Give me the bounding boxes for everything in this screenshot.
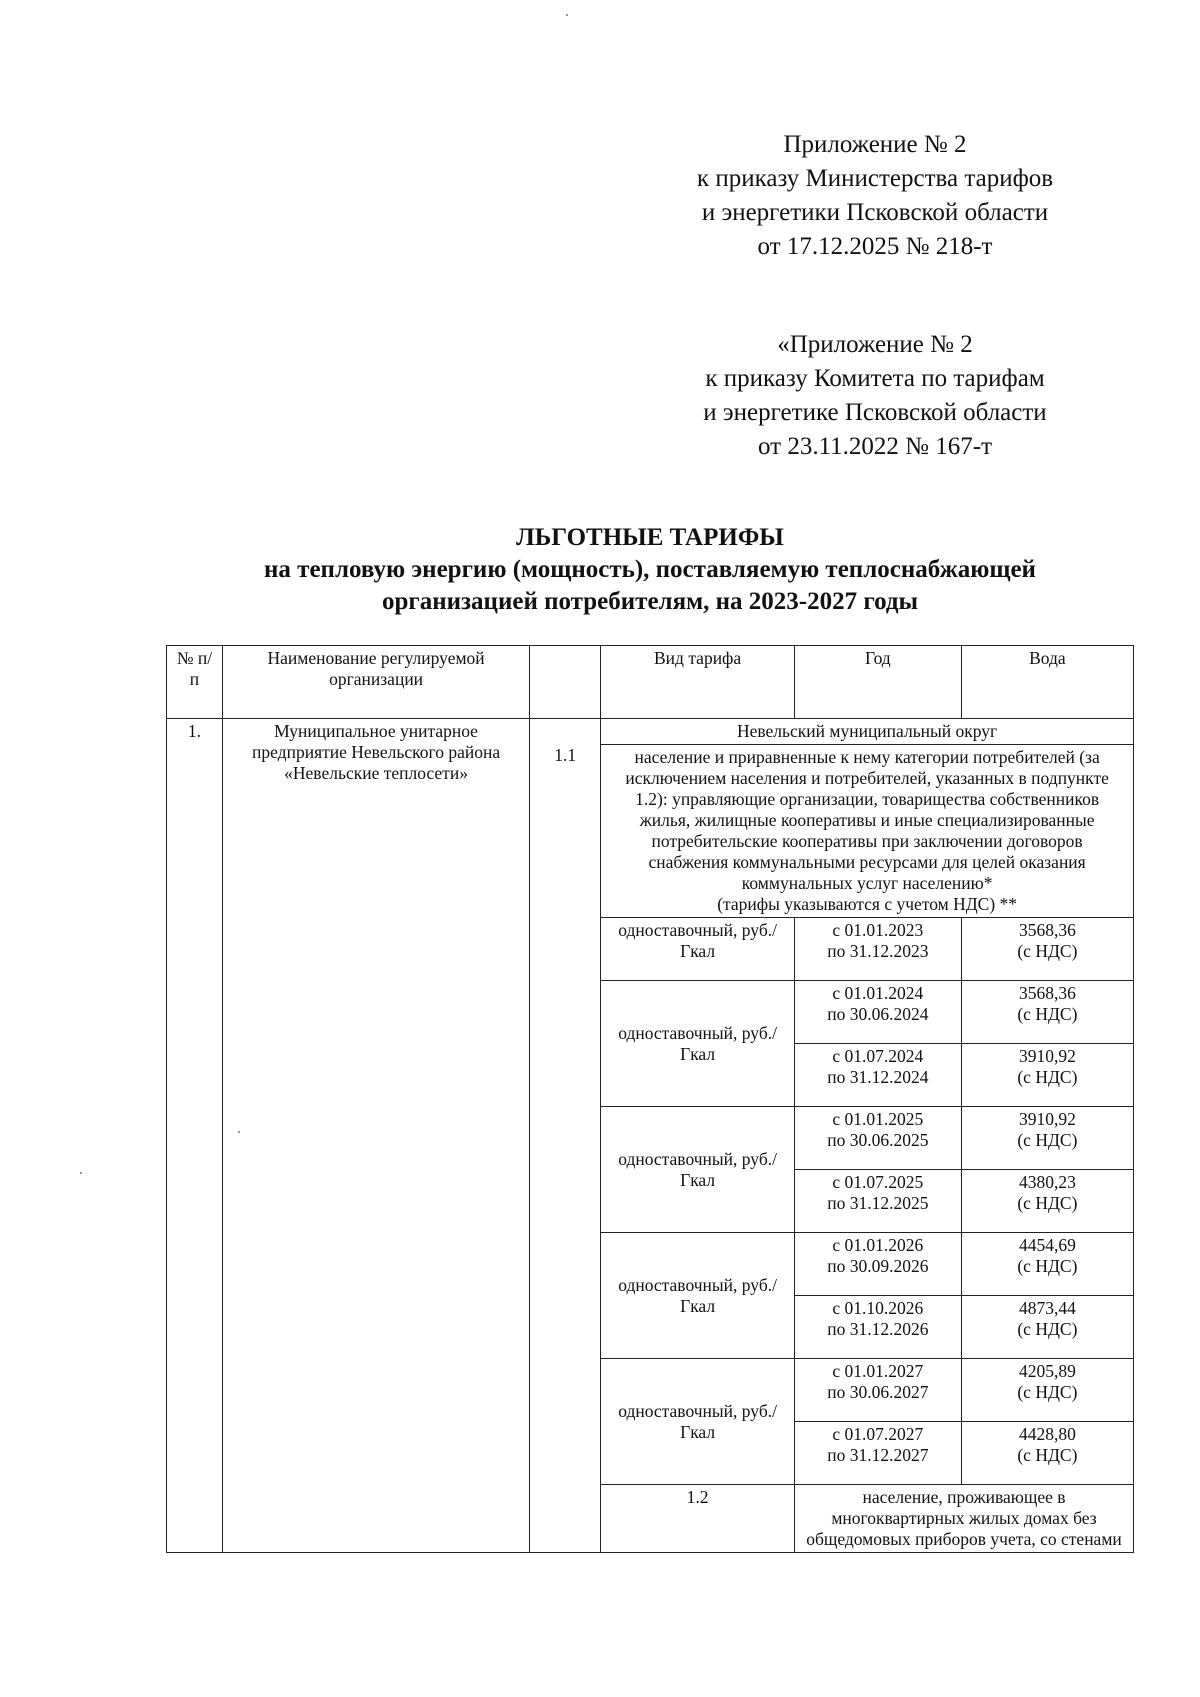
price-value: 4454,69 [1018, 1235, 1076, 1255]
price-value: 4428,80 [1018, 1424, 1076, 1444]
table-row [167, 719, 1134, 745]
category-text: население и приравненные к нему категории потребителей (за исключением населения и потребителей, указанных в подпункте 1.2): управляющие организации, товарищества собственников жилья, жилищные кооперативы и иные специализированные потребительские кооперативы при заключении договоров снабжения коммунальными ресурсами для целей оказания коммунальных услуг населению* [625, 747, 1109, 893]
price-value: 4205,89 [1018, 1361, 1076, 1381]
tariff-price [961, 1422, 1133, 1485]
period-from: с 01.07.2025 [832, 1172, 924, 1192]
scan-speck [80, 1172, 82, 1174]
price-vat: (с НДС) [1017, 1067, 1078, 1087]
title-line-3: организацией потребителям, на 2023-2027 годы [381, 588, 919, 615]
tariff-price [961, 1359, 1133, 1422]
header-kind: Вид тарифа [601, 646, 795, 719]
table-header-row [167, 646, 1134, 719]
header-line: и энергетике Псковской области [703, 399, 1047, 426]
price-vat: (с НДС) [1017, 1004, 1078, 1024]
title-line-1: ЛЬГОТНЫЕ ТАРИФЫ [516, 524, 784, 551]
header-line: «Приложение № 2 [777, 331, 973, 358]
price-vat: (с НДС) [1017, 1256, 1078, 1276]
price-vat: (с НДС) [1017, 1319, 1078, 1339]
scan-speck [566, 14, 568, 16]
header-line: Приложение № 2 [783, 131, 967, 158]
tariff-period [794, 981, 961, 1044]
price-value: 3568,36 [1018, 920, 1076, 940]
tariff-kind: одноставочный, руб./Гкал [601, 981, 795, 1107]
title-line-2: на тепловую энергию (мощность), поставляемую теплоснабжающей [264, 556, 1036, 583]
tariff-kind: одноставочный, руб./Гкал [601, 918, 795, 981]
tariff-period [794, 1170, 961, 1233]
appendix-header-current [640, 128, 1110, 264]
district-name: Невельский муниципальный округ [601, 719, 1134, 745]
period-from: с 01.01.2026 [832, 1235, 924, 1255]
tariff-price [961, 1107, 1133, 1170]
category-description: население, проживающее в многоквартирных жилых домах без общедомовых приборов учета, со стенами [794, 1485, 1133, 1553]
price-value: 3910,92 [1018, 1046, 1076, 1066]
header-line: к приказу Министерства тарифов [696, 165, 1054, 192]
document-title [120, 522, 1180, 618]
price-vat: (с НДС) [1017, 1193, 1078, 1213]
subitem-number: 1.2 [601, 1485, 795, 1553]
period-to: по 31.12.2027 [827, 1445, 929, 1465]
organization-name: Муниципальное унитарное предприятие Невельского района «Невельские теплосети» [222, 719, 529, 1553]
row-number: 1. [167, 719, 223, 1553]
period-to: по 30.06.2024 [827, 1004, 929, 1024]
period-from: с 01.01.2027 [832, 1361, 924, 1381]
tariff-period [794, 1044, 961, 1107]
header-num: № п/п [167, 646, 223, 719]
header-line: и энергетики Псковской области [701, 199, 1049, 226]
tariff-price [961, 1296, 1133, 1359]
tariff-price [961, 981, 1133, 1044]
tariff-table [166, 645, 1134, 1553]
appendix-header-original [640, 328, 1110, 464]
price-vat: (с НДС) [1017, 1445, 1078, 1465]
period-to: по 31.12.2024 [827, 1067, 929, 1087]
header-subitem [530, 646, 601, 719]
period-from: с 01.01.2024 [832, 983, 924, 1003]
price-value: 4380,23 [1018, 1172, 1076, 1192]
period-to: по 30.06.2025 [827, 1130, 929, 1150]
price-value: 3568,36 [1018, 983, 1076, 1003]
header-line: от 23.11.2022 № 167-т [757, 433, 993, 460]
period-from: с 01.07.2027 [832, 1424, 924, 1444]
tariff-price [961, 918, 1133, 981]
category-description [601, 745, 1134, 918]
tariff-price [961, 1044, 1133, 1107]
tariff-period [794, 1422, 961, 1485]
tariff-period [794, 1107, 961, 1170]
price-vat: (с НДС) [1017, 1130, 1078, 1150]
period-to: по 31.12.2025 [827, 1193, 929, 1213]
header-line: от 17.12.2025 № 218-т [757, 233, 993, 260]
tariff-period [794, 1233, 961, 1296]
header-line: к приказу Комитета по тарифам [705, 365, 1045, 392]
tariff-period [794, 918, 961, 981]
period-from: с 01.01.2023 [832, 920, 924, 940]
tariff-price [961, 1170, 1133, 1233]
period-from: с 01.01.2025 [832, 1109, 924, 1129]
price-vat: (с НДС) [1017, 1382, 1078, 1402]
period-to: по 30.09.2026 [827, 1256, 929, 1276]
price-value: 4873,44 [1018, 1298, 1076, 1318]
price-value: 3910,92 [1018, 1109, 1076, 1129]
tariff-kind: одноставочный, руб./Гкал [601, 1233, 795, 1359]
header-org: Наименование регулируемой организации [222, 646, 529, 719]
subitem-number: 1.1 [530, 719, 601, 1553]
period-to: по 31.12.2026 [827, 1319, 929, 1339]
tariff-period [794, 1359, 961, 1422]
tariff-kind: одноставочный, руб./Гкал [601, 1359, 795, 1485]
tariff-price [961, 1233, 1133, 1296]
period-to: по 31.12.2023 [827, 941, 929, 961]
tariff-kind: одноставочный, руб./Гкал [601, 1107, 795, 1233]
period-to: по 30.06.2027 [827, 1382, 929, 1402]
header-water: Вода [961, 646, 1133, 719]
period-from: с 01.10.2026 [832, 1298, 924, 1318]
vat-note: (тарифы указываются с учетом НДС) ** [717, 894, 1018, 914]
tariff-period [794, 1296, 961, 1359]
price-vat: (с НДС) [1017, 941, 1078, 961]
header-year: Год [794, 646, 961, 719]
period-from: с 01.07.2024 [832, 1046, 924, 1066]
